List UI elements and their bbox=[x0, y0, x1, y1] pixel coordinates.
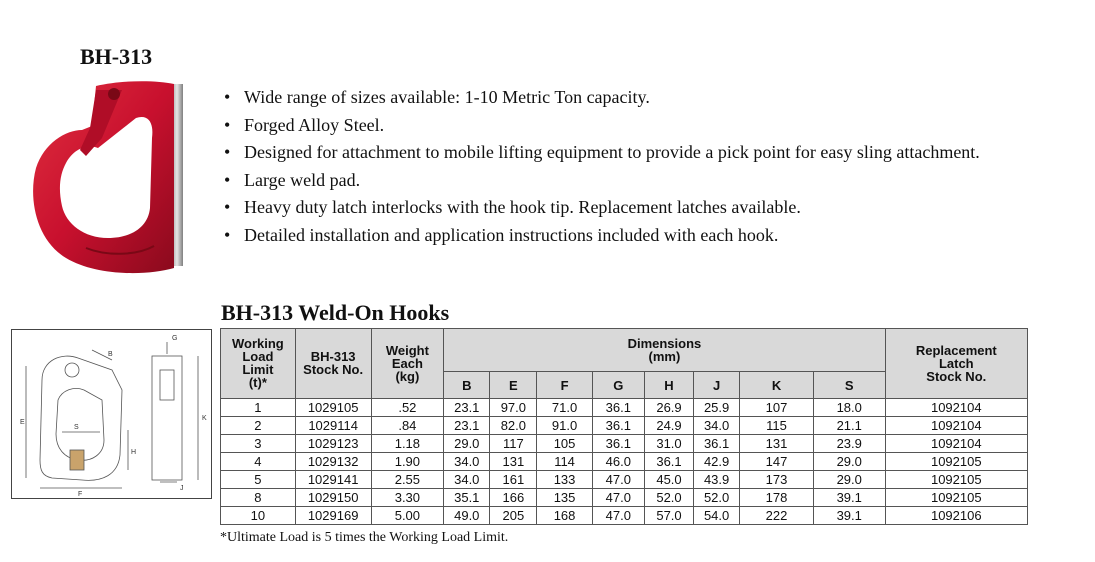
table-cell: 49.0 bbox=[444, 507, 490, 525]
header-line: Latch bbox=[938, 355, 974, 371]
feature-item bbox=[222, 86, 982, 108]
dim-label-h: H bbox=[131, 449, 137, 456]
table-cell: 3.30 bbox=[371, 489, 444, 507]
table-cell: .52 bbox=[371, 399, 444, 417]
table-cell: 29.0 bbox=[813, 453, 885, 471]
table-cell: 8 bbox=[221, 489, 296, 507]
hook-photo bbox=[26, 78, 196, 278]
table-cell: 1092105 bbox=[885, 453, 1027, 471]
table-cell: 1029150 bbox=[295, 489, 371, 507]
col-header-s: S bbox=[813, 372, 885, 399]
table-cell: 47.0 bbox=[592, 507, 644, 525]
table-cell: 36.1 bbox=[694, 435, 740, 453]
table-cell: 133 bbox=[537, 471, 592, 489]
table-cell: 131 bbox=[740, 435, 814, 453]
table-cell: 1029114 bbox=[295, 417, 371, 435]
header-line: (mm) bbox=[648, 349, 681, 364]
table-cell: 36.1 bbox=[644, 453, 693, 471]
table-cell: 36.1 bbox=[592, 417, 644, 435]
table-row bbox=[221, 399, 1028, 417]
latch-pivot bbox=[108, 88, 120, 100]
table-cell: 1.18 bbox=[371, 435, 444, 453]
table-cell: 117 bbox=[490, 435, 537, 453]
table-cell: 1092104 bbox=[885, 435, 1027, 453]
dimension-diagram bbox=[11, 329, 212, 499]
table-cell: 21.1 bbox=[813, 417, 885, 435]
table-cell: 5 bbox=[221, 471, 296, 489]
table-title: BH-313 Weld-On Hooks bbox=[221, 300, 450, 325]
table-cell: 24.9 bbox=[644, 417, 693, 435]
feature-text: Heavy duty latch interlocks with the hook tip. Replacement latches available. bbox=[244, 197, 801, 217]
table-cell: 31.0 bbox=[644, 435, 693, 453]
col-header-weight bbox=[371, 329, 444, 399]
header-line: Stock No. bbox=[926, 368, 987, 384]
table-cell: 18.0 bbox=[813, 399, 885, 417]
table-cell: 47.0 bbox=[592, 489, 644, 507]
table-cell: 54.0 bbox=[694, 507, 740, 525]
dimension-drawing bbox=[12, 330, 211, 498]
feature-item bbox=[222, 114, 982, 136]
table-cell: 1 bbox=[221, 399, 296, 417]
header-line: Working bbox=[231, 336, 284, 351]
table-cell: 36.1 bbox=[592, 435, 644, 453]
dim-label-e: E bbox=[20, 419, 25, 426]
feature-text: Designed for attachment to mobile lifting equipment to provide a pick point for easy sling attachment. bbox=[244, 142, 980, 162]
col-header-latch bbox=[885, 329, 1027, 399]
spec-table bbox=[220, 328, 1028, 525]
hook-inner-outline bbox=[56, 388, 104, 460]
header-line: Dimensions bbox=[627, 336, 702, 351]
product-title: BH-313 bbox=[80, 44, 153, 69]
footnote: *Ultimate Load is 5 times the Working Load Limit. bbox=[220, 530, 509, 545]
table-row bbox=[221, 453, 1028, 471]
table-cell: 173 bbox=[740, 471, 814, 489]
pin-circle bbox=[65, 363, 79, 377]
table-cell: 34.0 bbox=[694, 417, 740, 435]
bullet: • bbox=[224, 114, 231, 135]
front-view-outline bbox=[152, 356, 182, 480]
col-header-g: G bbox=[592, 372, 644, 399]
dim-label-j: J bbox=[180, 485, 184, 492]
table-cell: 178 bbox=[740, 489, 814, 507]
table-cell: 1029123 bbox=[295, 435, 371, 453]
feature-text: Large weld pad. bbox=[244, 169, 361, 190]
feature-text: Forged Alloy Steel. bbox=[244, 114, 385, 135]
header-line: Weight bbox=[385, 342, 429, 358]
table-cell: 1.90 bbox=[371, 453, 444, 471]
table-cell: 147 bbox=[740, 453, 814, 471]
table-cell: 34.0 bbox=[444, 453, 490, 471]
feature-text: Wide range of sizes available: 1-10 Metric Ton capacity. bbox=[244, 87, 650, 107]
feature-text: Detailed installation and application instructions included with each hook. bbox=[244, 224, 779, 245]
col-header-stock bbox=[295, 329, 371, 399]
col-header-h: H bbox=[644, 372, 693, 399]
header-line: Replacement bbox=[915, 342, 997, 358]
dim-label-k: K bbox=[202, 415, 207, 422]
col-header-j: J bbox=[694, 372, 740, 399]
front-view-latch bbox=[160, 370, 174, 400]
table-row bbox=[221, 417, 1028, 435]
table-cell: 25.9 bbox=[694, 399, 740, 417]
table-cell: 1092106 bbox=[885, 507, 1027, 525]
table-cell: 1029169 bbox=[295, 507, 371, 525]
feature-list bbox=[222, 86, 982, 251]
bullet: • bbox=[224, 87, 231, 107]
bullet: • bbox=[224, 224, 231, 245]
table-cell: 97.0 bbox=[490, 399, 537, 417]
table-cell: 91.0 bbox=[537, 417, 592, 435]
bullet: • bbox=[224, 142, 231, 162]
table-cell: 26.9 bbox=[644, 399, 693, 417]
table-cell: 82.0 bbox=[490, 417, 537, 435]
table-cell: 1029141 bbox=[295, 471, 371, 489]
table-cell: 161 bbox=[490, 471, 537, 489]
table-cell: 105 bbox=[537, 435, 592, 453]
table-cell: 222 bbox=[740, 507, 814, 525]
table-cell: 1092105 bbox=[885, 471, 1027, 489]
table-cell: 57.0 bbox=[644, 507, 693, 525]
table-cell: 39.1 bbox=[813, 489, 885, 507]
header-line: Load bbox=[242, 349, 274, 364]
header-line: Stock No. bbox=[303, 362, 364, 377]
table-cell: 107 bbox=[740, 399, 814, 417]
table-cell: 168 bbox=[537, 507, 592, 525]
header-line: Each bbox=[391, 355, 423, 371]
table-cell: 166 bbox=[490, 489, 537, 507]
feature-item bbox=[222, 169, 982, 191]
table-cell: 23.1 bbox=[444, 417, 490, 435]
col-header-k: K bbox=[740, 372, 814, 399]
table-cell: 135 bbox=[537, 489, 592, 507]
table-cell: 1092105 bbox=[885, 489, 1027, 507]
table-cell: 43.9 bbox=[694, 471, 740, 489]
header-line: Limit bbox=[242, 362, 274, 377]
table-cell: 39.1 bbox=[813, 507, 885, 525]
table-cell: 23.1 bbox=[444, 399, 490, 417]
table-cell: 1029132 bbox=[295, 453, 371, 471]
table-cell: 52.0 bbox=[644, 489, 693, 507]
table-row bbox=[221, 489, 1028, 507]
dim-label-f: F bbox=[78, 491, 83, 498]
table-cell: 35.1 bbox=[444, 489, 490, 507]
table-cell: 1092104 bbox=[885, 399, 1027, 417]
table-cell: 1092104 bbox=[885, 417, 1027, 435]
header-line: (t)* bbox=[248, 375, 267, 390]
table-cell: 205 bbox=[490, 507, 537, 525]
table-cell: 47.0 bbox=[592, 471, 644, 489]
table-row bbox=[221, 435, 1028, 453]
table-cell: 2 bbox=[221, 417, 296, 435]
spec-table-body bbox=[221, 399, 1028, 525]
table-cell: 71.0 bbox=[537, 399, 592, 417]
bullet: • bbox=[224, 169, 231, 190]
table-cell: 4 bbox=[221, 453, 296, 471]
table-cell: 45.0 bbox=[644, 471, 693, 489]
table-cell: 10 bbox=[221, 507, 296, 525]
header-line: BH-313 bbox=[310, 349, 356, 364]
col-header-b: B bbox=[444, 372, 490, 399]
table-cell: 42.9 bbox=[694, 453, 740, 471]
col-header-f: F bbox=[537, 372, 592, 399]
dim-label-g: G bbox=[172, 335, 178, 342]
table-cell: 114 bbox=[537, 453, 592, 471]
col-header-e: E bbox=[490, 372, 537, 399]
bullet: • bbox=[224, 197, 231, 217]
dim-label-s: S bbox=[74, 424, 79, 431]
table-cell: 29.0 bbox=[813, 471, 885, 489]
col-header-wll bbox=[221, 329, 296, 399]
table-cell: 1029105 bbox=[295, 399, 371, 417]
header-line: (kg) bbox=[395, 368, 420, 384]
table-cell: 131 bbox=[490, 453, 537, 471]
table-cell: 5.00 bbox=[371, 507, 444, 525]
table-cell: 36.1 bbox=[592, 399, 644, 417]
table-row bbox=[221, 507, 1028, 525]
table-cell: 23.9 bbox=[813, 435, 885, 453]
col-header-dimensions bbox=[444, 329, 885, 372]
table-cell: 52.0 bbox=[694, 489, 740, 507]
table-cell: 34.0 bbox=[444, 471, 490, 489]
table-cell: 29.0 bbox=[444, 435, 490, 453]
feature-item bbox=[222, 224, 982, 246]
table-cell: .84 bbox=[371, 417, 444, 435]
table-cell: 3 bbox=[221, 435, 296, 453]
dim-label-b: B bbox=[108, 351, 113, 358]
table-cell: 46.0 bbox=[592, 453, 644, 471]
weld-pad-section bbox=[70, 450, 84, 470]
table-row bbox=[221, 471, 1028, 489]
feature-item bbox=[222, 141, 982, 163]
feature-item bbox=[222, 196, 982, 218]
table-cell: 115 bbox=[740, 417, 814, 435]
table-cell: 2.55 bbox=[371, 471, 444, 489]
